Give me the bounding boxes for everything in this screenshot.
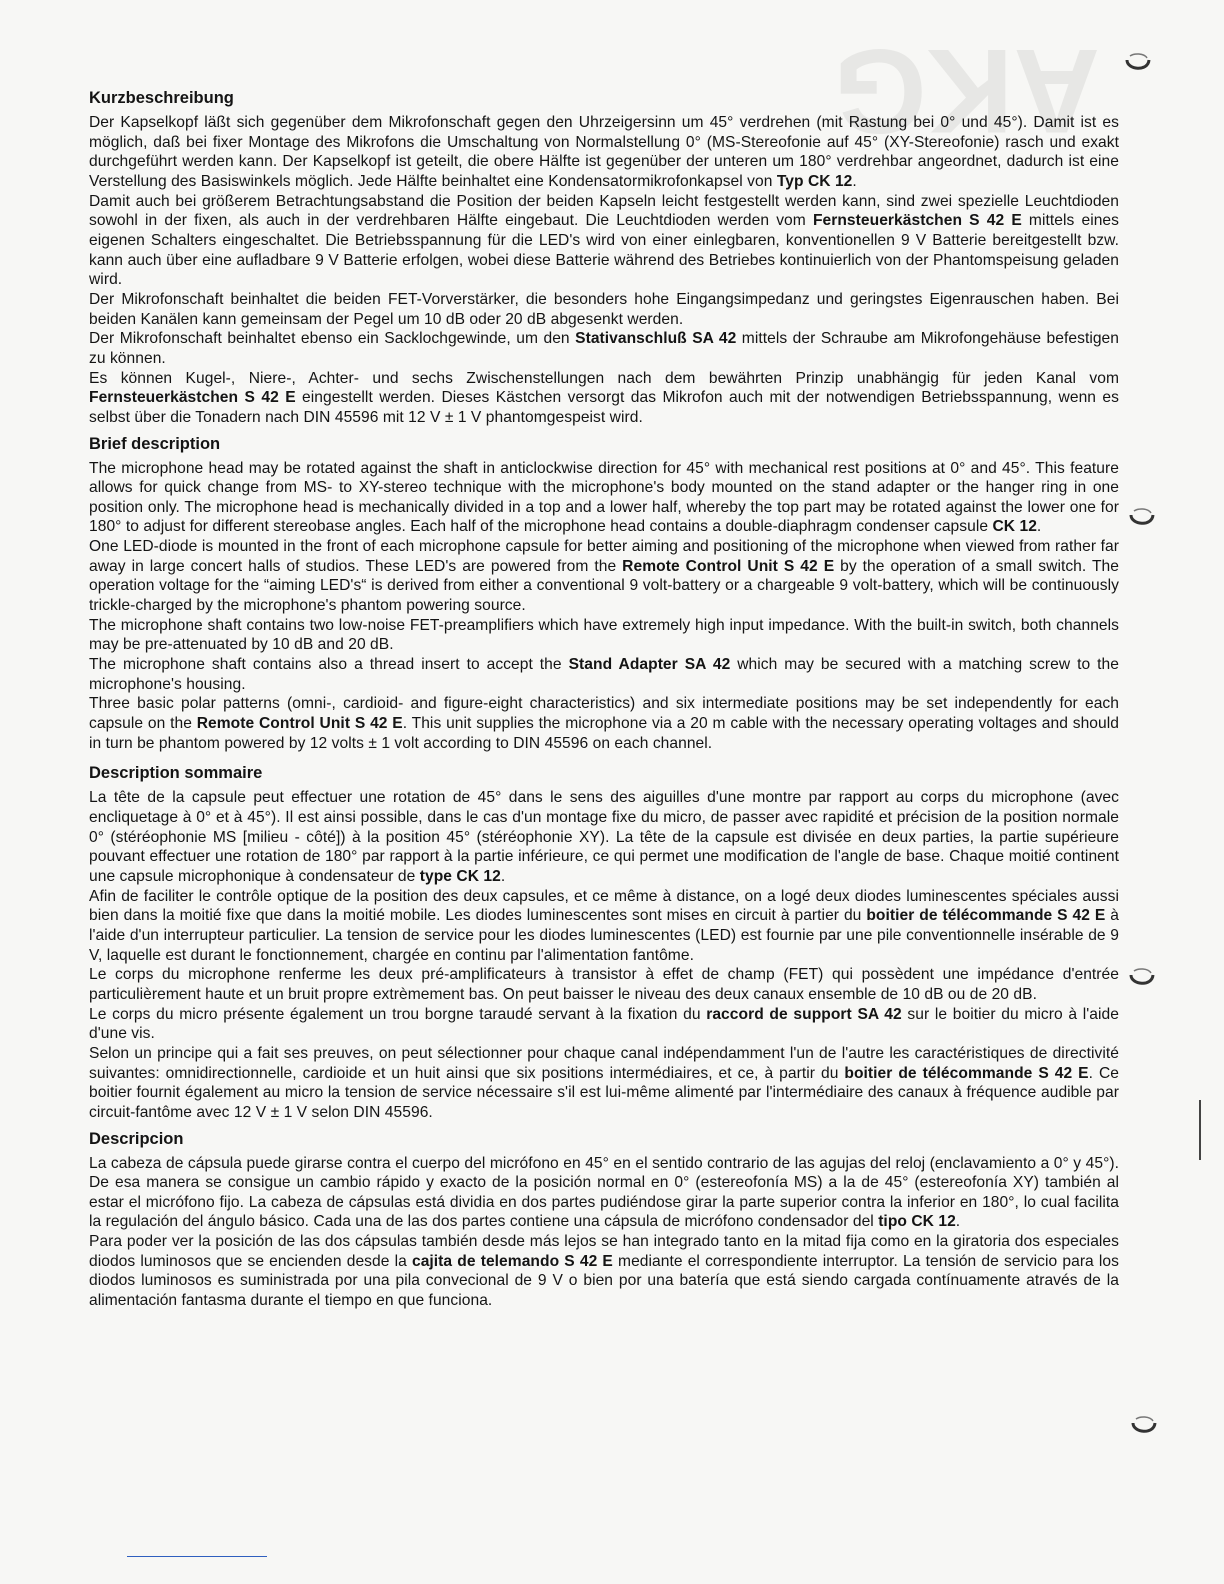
paragraph: Le corps du microphone renferme les deux pré-amplificateurs à transistor à effet de champ (FET) qui possèdent une impédance d'entrée particulièrement haute et un bruit propre extrèmement bas. On peut baisser le niveau des deux canaux ensemble de 10 dB ou de 20 dB. xyxy=(89,966,1119,1003)
paragraph: Es können Kugel-, Niere-, Achter- und sechs Zwischenstellungen nach dem bewährten Prinzip unabhängig für jeden Kanal vom Fernsteuerkästchen S 42 E eingestellt werden. Dieses Kästchen versorgt das Mikrofon auch mit der notwendigen Betriebsspannung, wenn es selbst über die Tonadern nach DIN 45596 mit 12 V ± 1 V phantomgespeist wird. xyxy=(89,369,1119,426)
paragraph: The microphone shaft contains also a thread insert to accept the Stand Adapter SA 42 which may be secured with a matching screw to the microphone's housing. xyxy=(89,656,1119,693)
paragraph: La tête de la capsule peut effectuer une rotation de 45° dans le sens des aiguilles d'une montre par rapport au corps du microphone (avec encliquetage à 0° et à 45°). Il est ainsi possible, dans le cas d'un montage fixe du micro, de passer avec rapidité et précision de la position normale 0° (stéréophonie MS [milieu - côté]) à la position 45° (stéréophonie XY). La tête de la capsule est divisée en deux parties, la partie supérieure pouvant effectuer une rotation de 180° par rapport à la partie inférieure, ce qui permet une modification de l'angle de base. Chaque moitié continent une capsule microphonique à condensateur de type CK 12. xyxy=(89,789,1119,885)
binder-hole-icon xyxy=(1130,1413,1158,1437)
paragraph: The microphone head may be rotated against the shaft in anticlockwise direction for 45° with mechanical rest positions at 0° and 45°. This feature allows for quick change from MS- to XY-stereo technique with the microphone's body mounted on the stand adapter or the hanger ring in one position only. The microphone head is mechanically divided in a top and a lower half, whereby the top part may be rotated against the lower one for 180° to adjust for different stereobase angles. Each half of the microphone head contains a double-diaphragm condenser capsule CK 12. xyxy=(89,459,1119,536)
background-watermark: AKG xyxy=(833,24,1100,158)
binder-hole-icon xyxy=(1124,50,1152,74)
document-body xyxy=(89,88,1119,1317)
paragraph: Para poder ver la posición de las dos cápsulas también desde más lejos se han integrado tanto en la mitad fija como en la giratoria dos especiales diodos luminosos que se encienden desde la cajita de telemando S 42 E mediante el correspondiente interruptor. La tensión de servicio para los diodos luminosos es suministrada por una pila convecional de 9 V o bien por una batería que está siendo cargada contínuamente através de la alimentación fantasma durante el tiempo en que funciona. xyxy=(89,1233,1119,1310)
section-french xyxy=(89,763,1119,1122)
paragraph: Le corps du micro présente également un trou borgne taraudé servant à la fixation du raccord de support SA 42 sur le boitier du micro à l'aide d'une vis. xyxy=(89,1005,1119,1043)
section-title: Description sommaire xyxy=(89,764,263,783)
paragraph: Der Mikrofonschaft beinhaltet ebenso ein Sacklochgewinde, um den Stativanschluß SA 42 mittels der Schraube am Mikrofongehäuse befestigen zu können. xyxy=(89,330,1120,367)
page-edge-mark xyxy=(1199,1100,1201,1160)
paragraph: Der Kapselkopf läßt sich gegenüber dem Mikrofonschaft gegen den Uhrzeigersinn um 45° verdrehen (mit Rastung bei 0° und 45°). Damit ist es möglich, daß bei fixer Montage des Mikrofons die Umschaltung von Normalstellung 0° (MS-Stereofonie auf 45° (XY-Stereofonie) rasch und exakt durchgeführt werden kann. Der Kapselkopf ist geteilt, die obere Hälfte ist gegenüber der unteren um 180° verdrehbar angeordnet, dadurch ist eine Verstellung des Basiswinkels möglich. Jede Hälfte beinhaltet eine Kondensatormikrofonkapsel von Typ CK 12. xyxy=(89,114,1119,190)
paragraph: La cabeza de cápsula puede girarse contra el cuerpo del micrófono en 45° en el sentido contrario de las agujas del reloj (enclavamiento a 0° y 45°). De esa manera se consigue un cambio rápido y exacto de la posición normal en 0° (estereofonía MS) a la de 45° (estereofonía XY) también al estar el micrófono fijo. La cabeza de cápsulas está dividia en dos partes pudiéndose girar la parte superior contra la inferior en 180°, lo cual facilita la regulación del ángulo básico. Cada una de las dos partes contiene una cápsula de micrófono condensador del tipo CK 12. xyxy=(89,1154,1119,1231)
section-title: Brief description xyxy=(89,434,221,453)
paragraph: The microphone shaft contains two low-noise FET-preamplifiers which have extremely high input impedance. With the built-in switch, both channels may be pre-attenuated by 10 dB and 20 dB. xyxy=(89,616,1119,654)
section-title: Descripcion xyxy=(89,1129,184,1148)
paragraph: One LED-diode is mounted in the front of each microphone capsule for better aiming and positioning of the microphone when viewed from rather far away in large concert halls of studios. These LED's are powered from the Remote Control Unit S 42 E by the operation of a small switch. The operation voltage for the “aiming LED's“ is derived from either a conventional 9 volt-battery or a chargeable 9 volt-battery, which will be continuously trickle-charged by the microphone's phantom powering source. xyxy=(89,538,1119,615)
section-english xyxy=(89,434,1119,754)
binder-hole-icon xyxy=(1128,505,1156,529)
paragraph: Three basic polar patterns (omni-, cardioid- and figure-eight characteristics) and six intermediate positions may be set independently for each capsule on the Remote Control Unit S 42 E. This unit supplies the microphone via a 20 m cable with the necessary operating voltages and should in turn be phantom powered by 12 volts ± 1 volt according to DIN 45596 on each channel. xyxy=(89,695,1119,752)
section-german xyxy=(89,88,1119,428)
paragraph: Afin de faciliter le contrôle optique de la position des deux capsules, et ce même à distance, on a logé deux diodes luminescentes spéciales aussi bien dans la moitié fixe que dans la moitié mobile. Les diodes luminescentes sont mises en circuit à partier du boitier de télécommande S 42 E à l'aide d'un interrupteur particulier. La tension de service pour les diodes luminescentes (LED) est fournie par une pile conventionnelle insérable de 9 V, laquelle est durant le fonctionnement, chargée en continu par l'alimentation fantôme. xyxy=(89,887,1119,964)
footer-rule xyxy=(127,1556,267,1557)
paragraph: Damit auch bei größerem Betrachtungsabstand die Position der beiden Kapseln leicht festgestellt werden kann, sind zwei spezielle Leuchtdioden sowohl in der fixen, als auch in der verdrehbaren Hälfte eingebaut. Die Leuchtdioden werden vom Fernsteuerkästchen S 42 E mittels eines eigenen Schalters eingeschaltet. Die Betriebsspannung für die LED's wird von einer einlegbaren, konventionellen 9 V Batterie bereitgestellt bzw. kann auch über eine aufladbare 9 V Batterie erfolgen, wobei diese Batterie während des Betriebes kontinuierlich von der Phantomspeisung geladen wird. xyxy=(89,192,1119,289)
binder-hole-icon xyxy=(1128,965,1156,989)
section-spanish xyxy=(89,1129,1119,1311)
paragraph: Der Mikrofonschaft beinhaltet die beiden FET-Vorverstärker, die besonders hohe Eingangsimpedanz und geringstes Eigenrauschen haben. Bei beiden Kanälen kann gemeinsam der Pegel um 10 dB oder 20 dB abgesenkt werden. xyxy=(89,290,1119,328)
section-title: Kurzbeschreibung xyxy=(89,89,234,107)
paragraph: Selon un principe qui a fait ses preuves, on peut sélectionner pour chaque canal indépendamment l'un de l'autre les caractéristiques de directivité suivantes: omnidirectionnelle, cardioide et un huit ainsi que six positions intermédiaires, et ce, à partir du boitier de télécommande S 42 E. Ce boitier fournit également au micro la tension de service nécessaire s'il est lui-même alimenté par l'intermédiaire des canaux à fréquence audible par circuit-fantôme avec 12 V ± 1 V selon DIN 45596. xyxy=(89,1044,1119,1121)
